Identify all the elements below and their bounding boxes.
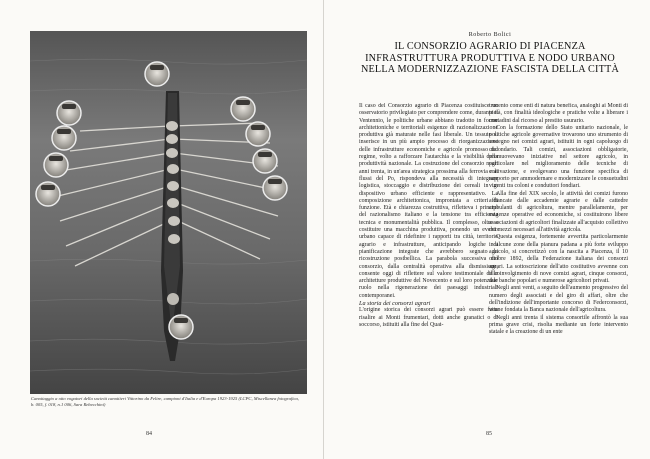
paragraph: Con la formazione dello Stato unitario nazionale, le politiche agricole governative trovarono uno strumento di sostegno nei comizi agrari, istituiti in ogni capoluogo di circondario. Tali comizi, associazioni obbligatorie, promuovevano iniziative nel settore agricolo, in particolare nel miglioramento delle tecniche di coltivazione, e svolgevano una funzione specifica di supporto per ammodernare e modernizzare le consuetudini vigenti tra coloni e conduttori fondiari. xyxy=(489,124,628,190)
section-subheading: La storia dei consorzi agrari xyxy=(359,300,431,308)
rowing-illustration xyxy=(30,31,307,394)
author-name: Roberto Bolici xyxy=(468,32,512,38)
rowing-photo xyxy=(30,31,307,394)
left-page xyxy=(0,0,324,459)
right-page xyxy=(324,0,650,459)
page-number-right: 85 xyxy=(486,431,492,437)
page-number-left: 84 xyxy=(146,431,152,437)
paragraph: Alla fine del XIX secolo, le attività dei comizi furono affiancate dalle accademie agrarie e dalle cattedre ambulanti di agricoltura, mentre parallelamente, per esigenze operative ed economiche, si costituirono libere associazioni di agricoltori finalizzate all'acquisto collettivo dei mezzi necessari all'attività agricola. xyxy=(489,190,628,234)
text-column-right xyxy=(489,103,628,439)
title-line-1: IL CONSORZIO AGRARIO DI PIACENZA xyxy=(394,41,586,52)
chapter-title xyxy=(354,41,626,76)
text-column-left xyxy=(359,103,498,453)
paragraph: trocento come enti di natura benefica, analoghi ai Monti di pietà, con finalità ideologiche e pratiche volte a liberare i contadini dal ricorso al prestito usurario. xyxy=(489,103,628,124)
paragraph: Questa esigenza, fortemente avvertita particolarmente in alcune zone della pianura padana a più forte sviluppo agricolo, si concretizzò con la nascita a Piacenza, il 10 ottobre 1892, della Federazione italiana dei consorzi agrari. La sottoscrizione dell'atto costitutivo avvenne con il coinvolgimento di nove comizi agrari, cinque consorzi, due banche popolari e numerose agricoltori privati. xyxy=(489,234,628,285)
paragraph: Negli anni trenta il sistema consortile affrontò la sua prima grave crisi, risolta mediante un forte intervento statale e la creazione di un ente xyxy=(489,314,628,336)
paragraph: L'origine storica dei consorzi agrari può essere fatta risalire ai Monti frumentari, dotti anche granatici o di soccorso, istituiti alla fine del Quat- xyxy=(359,307,498,328)
paragraph: Il caso del Consorzio agrario di Piacenza costituisce un osservatorio privilegiato per comprendere come, durante il Ventennio, le politiche urbane abbiano tradotto in forme architettoniche e territoriali esigenze di razionalizzazione produttiva già maturate nelle fasi liberale. Un tessuto si inserisce in un più ampio processo di riorganizzazione delle infrastrutture economiche e agricole promosso dal regime, volto a rafforzare l'autarchia e la visibilità della produttività nazionale. La costruzione del consorzio negli anni trenta, in un'area strategica prossima alla ferrovia e ai flussi del Po, rispondeva alla necessità di integrare logistica, stoccaggio e distribuzione dei cereali in un dispositivo urbano efficiente e rappresentativo. La composizione architettonica, improntata a criteri di funzione. Età e chiarezza costruttiva, rifletteva i principi del razionalismo italiano e la tensione tra efficienza tecnica e monumentalità pubblica. Il complesso, oltre a costituire una macchina produttiva, ponendo un evento urbano capace di ridefinire i rapporti tra città, territorio agrario e infrastrutture, anticipando logiche di pianificazione integrate che avrebbero segnato la ricostruzione postbellica. La parabola successiva del consorzio, dalla centralità operativa alla dismissione, consente oggi di riflettere sul valore testimoniale delle architetture produttive del Novecento e sul loro potenziale ruolo nella rigenerazione dei paesaggi industriali contemporanei. xyxy=(359,103,498,299)
photo-caption: Canottaggio a otto vogatori della società canottieri Vittorino da Feltre, campioni d'Italia e d'Europa 1923-1925 (LCPC, Miscellanea fotografica, b. 005, f. 018, n.1 006, Sara Rebecchini) xyxy=(31,396,299,407)
paragraph: Negli anni venti, a seguito dell'aumento progressivo del numero degli associati e del giro di affari, oltre che dell'indizione dell'importante concorso di Federconsorzi, venne fondata la Banca nazionale dell'agricoltura. xyxy=(489,285,628,314)
title-line-2: INFRASTRUTTURA PRODUTTIVA E NODO URBANO xyxy=(365,52,615,64)
title-line-3: NELLA MODERNIZZAZIONE FASCISTA DELLA CITTÀ xyxy=(360,64,620,75)
